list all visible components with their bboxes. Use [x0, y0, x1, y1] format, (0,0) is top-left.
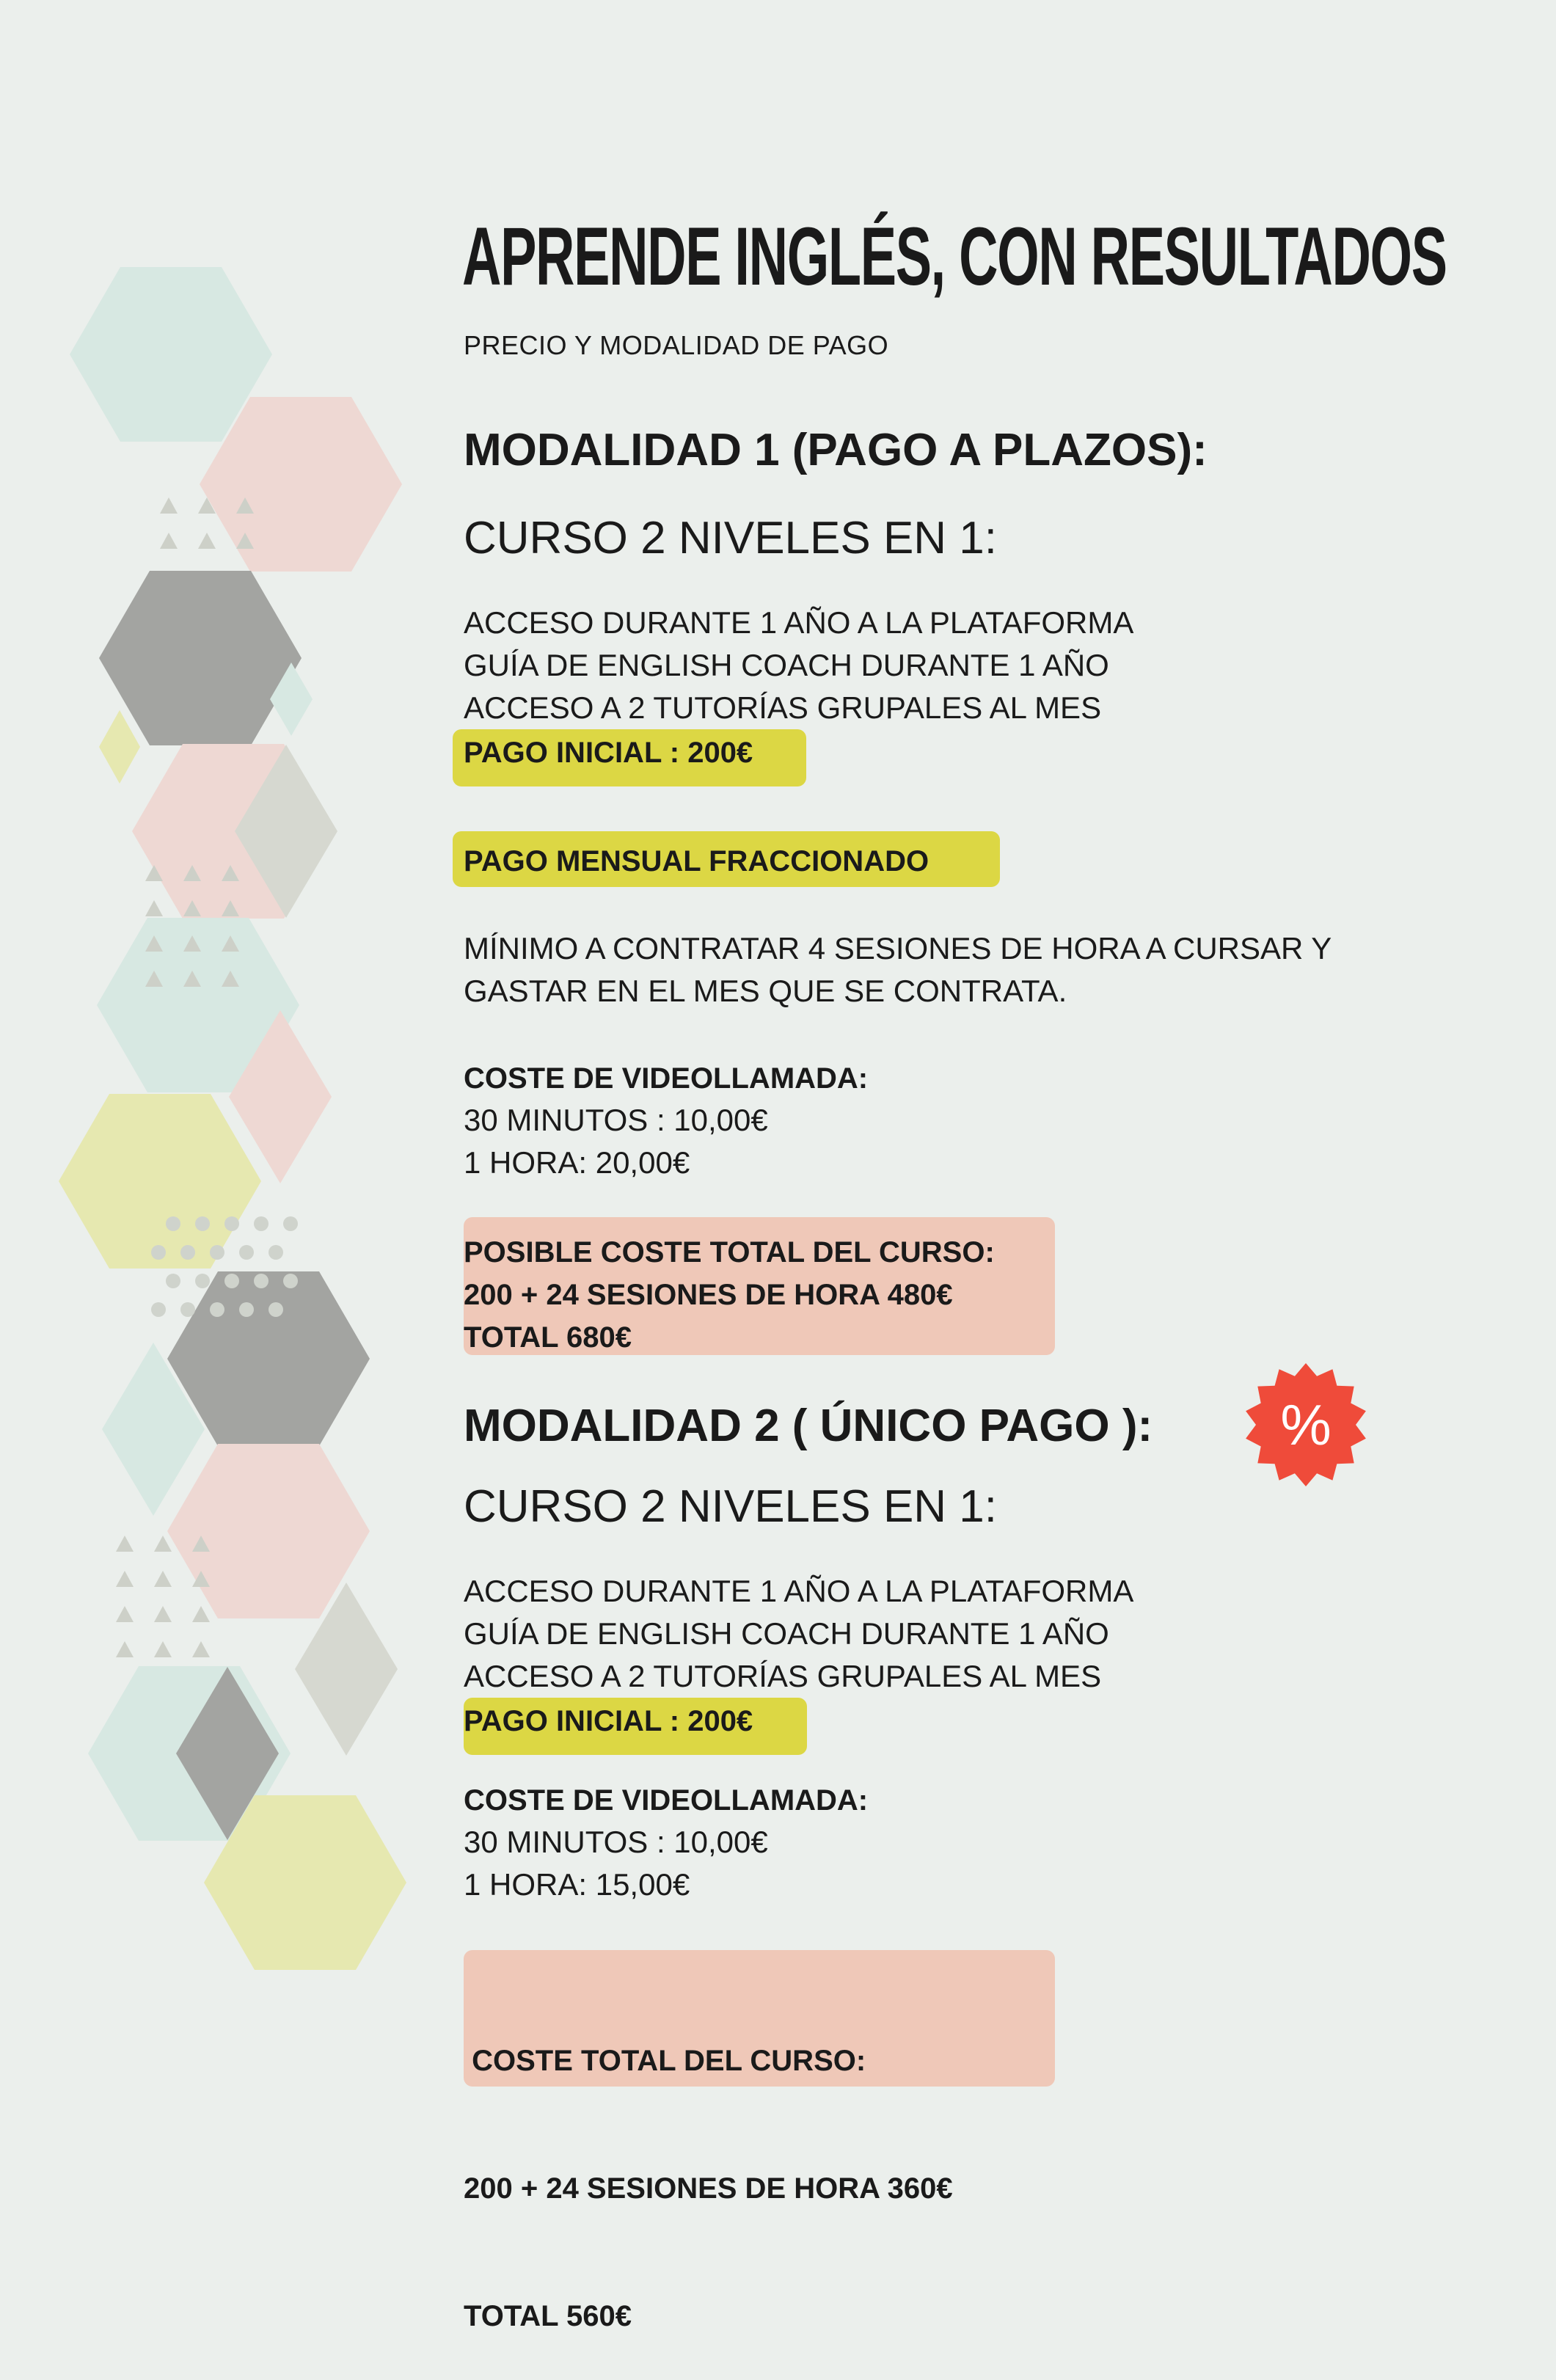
- modalidad-2-course-title: CURSO 2 NIVELES EN 1:: [464, 1481, 998, 1532]
- triangle-shape: [154, 1641, 172, 1657]
- triangle-shape: [145, 900, 163, 916]
- triangle-shape: [160, 497, 178, 514]
- coste-videollamada-label: COSTE DE VIDEOLLAMADA:: [464, 1062, 869, 1095]
- dot-shape: [283, 1274, 298, 1288]
- hexagon-shape: [59, 1094, 261, 1269]
- triangle-shape: [192, 1606, 210, 1622]
- pago-inicial-label-2: PAGO INICIAL : 200€: [464, 1705, 753, 1737]
- triangle-shape: [160, 533, 178, 549]
- dot-shape: [224, 1274, 239, 1288]
- triangle-shape: [198, 533, 216, 549]
- modalidad-2-features: [464, 1570, 1133, 1698]
- triangle-shape: [116, 1571, 134, 1587]
- dot-shape: [210, 1302, 224, 1317]
- coste-1-hora-2: 1 HORA: 15,00€: [464, 1867, 690, 1902]
- pago-mensual-label: PAGO MENSUAL FRACCIONADO: [464, 845, 929, 877]
- dot-shape: [166, 1216, 180, 1231]
- discount-badge-label: %: [1280, 1392, 1332, 1457]
- triangle-shape: [116, 1641, 134, 1657]
- modalidad-1-features: [464, 602, 1133, 729]
- minimo-line: MÍNIMO A CONTRATAR 4 SESIONES DE HORA A CURSAR Y: [464, 931, 1332, 965]
- dot-shape: [269, 1302, 283, 1317]
- hexagon-shape: [167, 1444, 370, 1618]
- coste-total-text: [464, 1954, 953, 2380]
- coste-1-hora: 1 HORA: 20,00€: [464, 1145, 690, 1180]
- diamond-shape: [99, 710, 140, 784]
- dot-shape: [283, 1216, 298, 1231]
- feature-item: GUÍA DE ENGLISH COACH DURANTE 1 AÑO: [464, 648, 1109, 682]
- minimo-line: GASTAR EN EL MES QUE SE CONTRATA.: [464, 974, 1067, 1008]
- triangle-shape: [154, 1536, 172, 1552]
- feature-item: ACCESO A 2 TUTORÍAS GRUPALES AL MES: [464, 1659, 1102, 1693]
- total-line: POSIBLE COSTE TOTAL DEL CURSO:: [464, 1236, 995, 1269]
- feature-item: ACCESO DURANTE 1 AÑO A LA PLATAFORMA: [464, 1574, 1134, 1608]
- dot-shape: [195, 1274, 210, 1288]
- hexagon-shape: [99, 571, 302, 745]
- dot-shape: [195, 1216, 210, 1231]
- dot-shape: [210, 1245, 224, 1260]
- triangle-shape: [192, 1641, 210, 1657]
- modalidad-1-course-title: CURSO 2 NIVELES EN 1:: [464, 513, 998, 563]
- feature-item: ACCESO A 2 TUTORÍAS GRUPALES AL MES: [464, 690, 1102, 725]
- dot-shape: [180, 1302, 195, 1317]
- dot-shape: [151, 1302, 166, 1317]
- triangle-shape: [116, 1536, 134, 1552]
- total-line: TOTAL 560€: [464, 2300, 632, 2332]
- coste-30-minutos-2: 30 MINUTOS : 10,00€: [464, 1825, 768, 1859]
- dot-shape: [254, 1216, 269, 1231]
- dot-shape: [239, 1245, 254, 1260]
- minimo-contratar-text: [464, 927, 1332, 1012]
- discount-badge-icon: [1243, 1362, 1368, 1491]
- total-line: COSTE TOTAL DEL CURSO:: [464, 2045, 866, 2077]
- pago-inicial-label: PAGO INICIAL : 200€: [464, 737, 753, 769]
- total-line: TOTAL 680€: [464, 1321, 632, 1354]
- total-line: 200 + 24 SESIONES DE HORA 360€: [464, 2172, 953, 2205]
- dot-shape: [254, 1274, 269, 1288]
- coste-videollamada-label-2: COSTE DE VIDEOLLAMADA:: [464, 1784, 869, 1817]
- dot-shape: [180, 1245, 195, 1260]
- dot-shape: [224, 1216, 239, 1231]
- posible-coste-total-text: [464, 1231, 995, 1359]
- dot-shape: [239, 1302, 254, 1317]
- triangle-shape: [116, 1606, 134, 1622]
- dot-shape: [151, 1245, 166, 1260]
- modalidad-1-heading: MODALIDAD 1 (PAGO A PLAZOS):: [464, 425, 1208, 475]
- dot-shape: [269, 1245, 283, 1260]
- page-title: APRENDE INGLÉS, CON RESULTADOS: [462, 211, 1447, 302]
- total-line: 200 + 24 SESIONES DE HORA 480€: [464, 1279, 953, 1311]
- modalidad-2-heading: MODALIDAD 2 ( ÚNICO PAGO ):: [464, 1401, 1153, 1451]
- feature-item: ACCESO DURANTE 1 AÑO A LA PLATAFORMA: [464, 605, 1134, 640]
- triangle-shape: [154, 1606, 172, 1622]
- dot-shape: [166, 1274, 180, 1288]
- decorative-hexagon-pattern: [0, 0, 440, 1981]
- coste-30-minutos: 30 MINUTOS : 10,00€: [464, 1103, 768, 1137]
- triangle-shape: [154, 1571, 172, 1587]
- page-subtitle: PRECIO Y MODALIDAD DE PAGO: [464, 330, 889, 360]
- feature-item: GUÍA DE ENGLISH COACH DURANTE 1 AÑO: [464, 1616, 1109, 1651]
